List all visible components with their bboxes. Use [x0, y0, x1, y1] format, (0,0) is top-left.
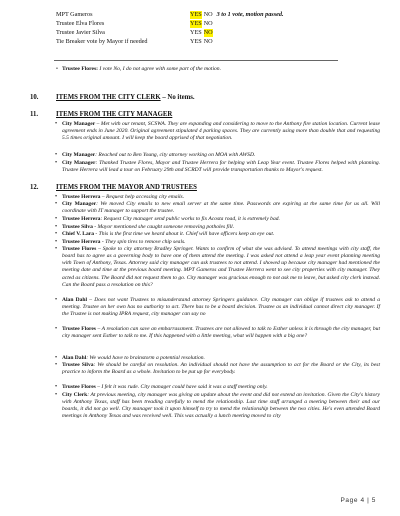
page-footer: Page 4 | 5 [340, 497, 376, 504]
vote-name: Trustee Javier Silva [56, 29, 105, 36]
vote-name: Trustee Elva Flores [56, 20, 105, 27]
list-item [62, 297, 380, 318]
vote-name: Tie Breaker vote by Mayor if needed [56, 38, 148, 45]
list-item [62, 362, 380, 376]
bullet-icon: • [55, 245, 58, 252]
bullet-icon: • [55, 238, 58, 245]
vote-name: MPT Gameros [56, 11, 93, 18]
bullet-icon: • [55, 151, 58, 158]
vote-yes: YES [190, 20, 202, 27]
speaker-label: Trustee Flores [62, 384, 96, 390]
speaker-label: Alan Dahl [62, 297, 88, 303]
item-text: - Mayor mentioned she caught someone removing potholes fill. [92, 224, 235, 230]
section-11-heading [30, 111, 172, 118]
vote-table-divider [54, 60, 338, 61]
item-text: : We would have to brainstorm a potential resolution. [86, 355, 205, 361]
item-text: - This is the first time we heard about it. Chief will have officers keep an eye out. [94, 231, 275, 237]
item-text: – A resolution can save an embarrassment. Trustees are not allowed to talk to Esther unless it is through the city manager, but city manager sent Esther to talk to me. If this happened with a little meeting, what will happen with a big one? [62, 326, 380, 340]
item-text: – Does not want Trustees to misunderstand attorney Springers guidance. City manager can oblige if trustees ask to attend a meeting. Trustee on her own has no authority to act. There has to be a board decision. Trustee as an individual cannot direct city manager. If the Trustee is not making IPRA request, city manager can say no [62, 297, 381, 318]
speaker-label: Trustee Silva [62, 224, 93, 230]
vote-remark: • Trustee Flores: I vote No, I do not agree with some part of the motion. [56, 66, 222, 72]
list-item [62, 326, 380, 340]
list-item [62, 201, 380, 215]
item-text: : We moved City emails to new email server at the same time. Passwords are expiring at the same time for us all. Will coordinate with IT manager to support the trustee. [62, 201, 380, 215]
section-10-title: ITEMS FROM THE CITY CLERK [56, 94, 161, 101]
speaker-label: City Manager [62, 152, 96, 158]
item-text: : Request City manager send public works to fix Acosta road, it is extremely bad. [100, 216, 280, 222]
speaker-label: Trustee Flores [62, 326, 96, 332]
bullet-icon: • [55, 361, 58, 368]
vote-no: NO [203, 29, 213, 36]
section-10-suffix: – No items. [160, 94, 195, 101]
vote-note: 3 to 1 vote, motion passed. [216, 11, 284, 18]
bullet-icon: • [55, 215, 58, 222]
speaker-label: Trustee Herrera [62, 194, 101, 200]
vote-no: NO [203, 11, 213, 18]
item-text: – I felt it was rude. City manager could have said it was a staff meeting only. [95, 384, 268, 390]
bullet-icon: • [55, 391, 58, 398]
list-item [62, 160, 380, 174]
speaker-label: City Manager [62, 121, 96, 127]
vote-no: NO [203, 38, 213, 45]
item-text: – Spoke to city attorney Bradley Springer. Wants to confirm of what she was advised. To attend meetings with city staff, the board has to agree as a governing body to have one of them attend the meeting. I was asked not attend a leap year event planning meeting with Town of Anthony, Texas. Attorney said city manager can ask trustees to not attend. I showed up because city manager had mentioned the meeting date and time at the previous board meeting. MPT Gameros and Trustee Herrera went to see city properties with city manager. They acted as citizens. The Board did not request them to go. City manager was gracious enough to not ask me to leave, but asked city clerk instead. Can the Board pass a resolution on this? [62, 246, 380, 288]
bullet-icon: • [55, 223, 58, 230]
item-text: : We should be careful on resolution. An individual should not have the assumption to act for the Board or the City, its best practice to inform the Board as a whole. Invitation to be put up for everybody. [62, 362, 380, 376]
item-text: – Request help accessing city emails. [100, 194, 185, 200]
section-12-title: ITEMS FROM THE MAYOR AND TRUSTEES [56, 184, 197, 191]
list-item [62, 384, 380, 391]
bullet-icon: • [55, 296, 58, 303]
vote-no: NO [203, 20, 213, 27]
bullet-icon: • [55, 159, 58, 166]
item-text: : At previous meeting, city manager was giving an update about the event and did not extend an invitation. Given the City's history with Anthony Texas, staff has been treading carefully to mend the relationship. Last time staff arranged a meeting between their and our boards, it did not go well. City manager took it upon himself to try to mend the relationship between the two cities. He's even attended Board meetings in Anthony Texas and was received well. This was actually a lunch meeting moved to city [62, 392, 380, 420]
bullet-icon: • [55, 354, 58, 361]
bullet-icon: • [55, 200, 58, 207]
list-item [62, 246, 380, 289]
vote-row [56, 20, 213, 28]
speaker-label: City Clerk [62, 392, 88, 398]
section-11-title: ITEMS FROM THE CITY MANAGER [56, 111, 173, 118]
list-item [62, 392, 380, 421]
vote-row [56, 29, 213, 37]
list-item [62, 152, 380, 159]
speaker-label: Trustee Herrera [62, 216, 101, 222]
speaker-label: Trustee Herrera [62, 239, 101, 245]
section-10-number: 10. [30, 94, 39, 101]
section-12-number: 12. [30, 184, 39, 191]
speaker-label: City Manager [62, 201, 97, 207]
vote-remark-label: Trustee Flores: [62, 66, 98, 72]
bullet-icon: • [55, 230, 58, 237]
vote-row [56, 11, 284, 19]
list-item [62, 231, 380, 238]
section-11-number: 11. [30, 111, 39, 118]
section-12-heading [30, 184, 197, 191]
list-item [62, 216, 380, 223]
vote-yes: YES [190, 38, 202, 45]
bullet-icon: • [55, 120, 58, 127]
speaker-label: Alan Dahl [62, 355, 87, 361]
item-text: – Met with our tenant, SCSWA. They are expanding and considering to move to the Anthony fire station location. Current lease agreement ends in June 2020. Original agreement stipulated 4 parking spaces. They are currently using more than double that and requesting 5.5 times original amount. I will keep the board apprised of that negotiation. [62, 121, 380, 142]
bullet-icon: • [55, 193, 58, 200]
section-10-heading [30, 94, 195, 101]
list-item [62, 121, 380, 142]
speaker-label: Trustee Flores [62, 246, 97, 252]
vote-remark-text: I vote No, I do not agree with some part of the motion. [99, 66, 222, 72]
vote-yes: YES [190, 29, 202, 36]
vote-yes: YES [190, 11, 202, 18]
bullet-icon: • [55, 383, 58, 390]
item-text: - They spin tires to remove chip seals. [100, 239, 186, 245]
vote-row [56, 38, 213, 46]
item-text: : Reached out to Ben Young, city attorney working on MOA with AWSD. [95, 152, 256, 158]
item-text: : Thanked Trustee Flores, Mayor and Trustee Herrera for helping with Leap Year event. Trustee Flores helped with planning. Trustee Herrera will lead a tour on February 29th and SCRDT will provide transportation thanks to Mayor's request. [62, 160, 381, 174]
speaker-label: Trustee Silva [62, 362, 94, 368]
speaker-label: Chief V. Lara [62, 231, 94, 237]
bullet-icon: • [55, 325, 58, 332]
speaker-label: City Manager [62, 160, 96, 166]
